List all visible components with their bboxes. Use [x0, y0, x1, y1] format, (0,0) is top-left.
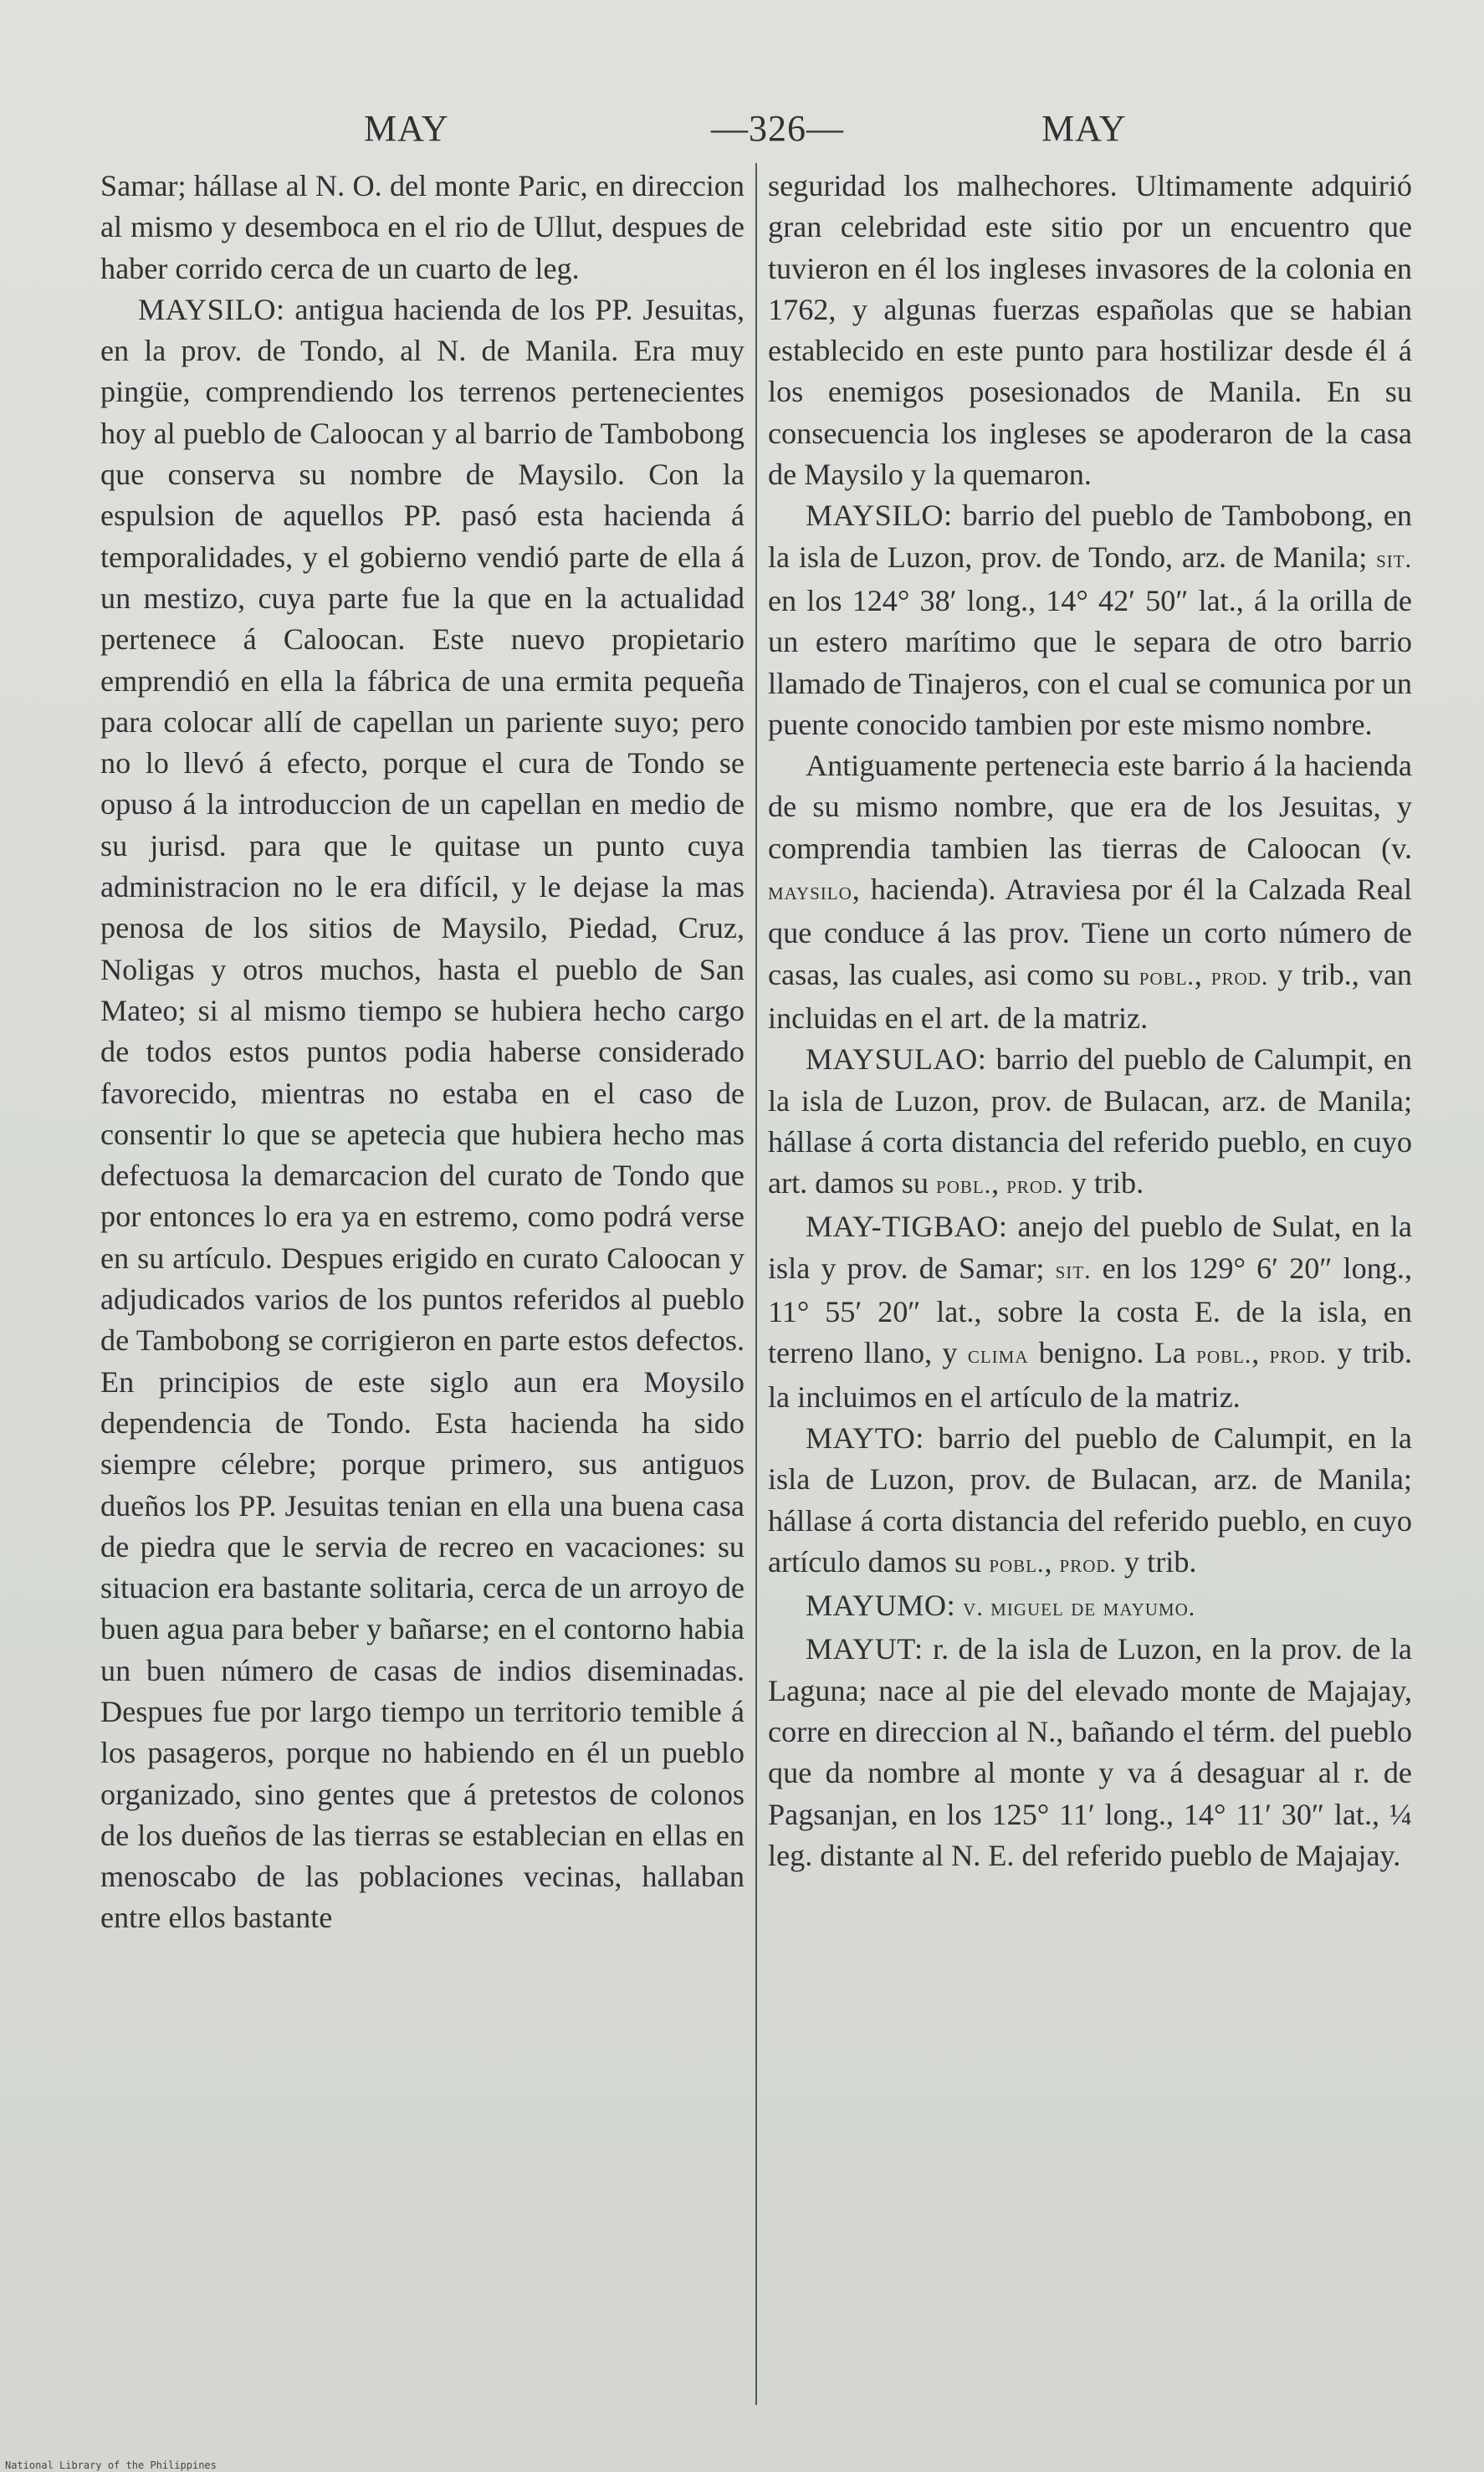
headword: MAYSULAO: [806, 1042, 987, 1077]
entry-maysilo-hacienda [100, 289, 745, 1939]
entry-text: , [991, 1166, 1007, 1200]
entry-mayto [768, 1418, 1412, 1585]
header-left-word: MAY [364, 108, 449, 149]
abbrev: pobl. [1139, 963, 1195, 990]
entry-text: barrio del pueblo de Tambobong, en la isla de Luzon, prov. de Tondo, arz. de Manila; [768, 499, 1412, 574]
header-right-word: MAY [1041, 108, 1127, 149]
library-credit: National Library of the Philippines [5, 2459, 217, 2471]
entry-may-tigbao [768, 1206, 1412, 1417]
cross-reference: maysilo [768, 878, 852, 906]
entry-text: barrio del pueblo de Calumpit, en la isla de Luzon, prov. de Bulacan, arz. de Manila; hállase á corta distancia del referido pueblo, en cuyo art. damos su [768, 1042, 1412, 1200]
entry-text: r. de la isla de Luzon, en la prov. de la Laguna; nace al pie del elevado monte de Majajay, corre en direccion al N., bañando el térm. del pueblo que da nombre al monte y va á desaguar al r. de Pagsanjan, en los 125° 11′ long., 14° 11′ 30″ lat., ¼ leg. distante al N. E. del referido pueblo de Majajay. [768, 1632, 1412, 1872]
abbrev: prod. [1269, 1342, 1328, 1369]
abbrev: pobl. [1196, 1342, 1252, 1369]
entry-text: en los 129° 6′ 20″ long., 11° 55′ 20″ lat., sobre la costa E. de la isla, en terreno llano, y [768, 1251, 1412, 1370]
entry-mayumo [768, 1585, 1412, 1629]
right-column [768, 166, 1412, 1876]
entry-text: y trib. [1063, 1166, 1144, 1200]
paragraph-antiguamente [768, 745, 1412, 1039]
abbrev: prod. [1210, 963, 1269, 990]
entry-text: , hacienda). Atraviesa por él la Calzada Real que conduce á las prov. Tiene un corto número de casas, las cuales, asi como su [768, 873, 1412, 991]
abbrev: sit. [1376, 545, 1412, 573]
entry-text: antigua hacienda de los PP. Jesuitas, en la prov. de Tondo, al N. de Manila. Era muy pingüe, comprendiendo los terrenos pertenecientes hoy al pueblo de Caloocan y al barrio de Tambobong que conserva su nombre de Maysilo. Con la espulsion de aquellos PP. pasó esta hacienda á temporalidades, y el gobierno vendió parte de ella á un mestizo, cuya parte fue la que en la actualidad pertenece á Caloocan. Este nuevo propietario emprendió en ella la fábrica de una ermita pequeña para colocar allí de capellan un pariente suyo; pero no lo llevó á efecto, porque el cura de Tondo se opuso á la introduccion de un capellan en medio de su jurisd. para que le quitase un punto cuya administracion no le era difícil, y le dejase la mas penosa de los sitios de Maysilo, Piedad, Cruz, Noligas y otros muchos, hasta el pueblo de San Mateo; si al mismo tiempo se hubiera hecho cargo de todos estos puntos podia haberse considerado favorecido, mientras no estaba en el caso de consentir lo que se apetecia que hubiera hecho mas defectuosa la demarcacion del curato de Tondo que por entonces lo era ya en estremo, como podrá verse en su artículo. Despues erigido en curato Caloocan y adjudicados varios de los puntos referidos al pueblo de Tambobong se corrigieron en parte estos defectos. En principios de este siglo aun era Moysilo dependencia de Tondo. Esta hacienda ha sido siempre célebre; porque primero, sus antiguos dueños los PP. Jesuitas tenian en ella una buena casa de piedra que le servia de recreo en vacaciones: su situacion era bastante solitaria, cerca de un arroyo de buen agua para beber y bañarse; en el contorno habia un buen número de casas de indios diseminadas. Despues fue por largo tiempo un territorio temible á los pasageros, porque no habiendo en él un pueblo organizado, sino gentes que á pretestos de colonos de los dueños de las tierras se establecian en ellas en menoscabo de las poblaciones vecinas, hallaban entre ellos bastante [100, 292, 745, 1935]
entry-mayut [768, 1629, 1412, 1876]
headword: MAYUMO: [806, 1589, 956, 1623]
entry-text: y trib. [1116, 1544, 1197, 1579]
entry-text: anejo del pueblo de Sulat, en la isla y prov. de Samar; [768, 1210, 1412, 1285]
entry-text: benigno. La [1028, 1336, 1197, 1370]
entry-text: , [1251, 1336, 1270, 1370]
entry-text: barrio del pueblo de Calumpit, en la isla de Luzon, prov. de Bulacan, arz. de Manila; hállase á corta distancia del referido pueblo, en cuyo artículo damos su [768, 1420, 1412, 1579]
entry-text: , [1194, 957, 1211, 991]
entry-text [955, 1589, 963, 1622]
running-header [0, 107, 1484, 157]
paragraph-maysilo-continuation: seguridad los malhechores. Ultimamente adquirió gran celebridad este sitio por un encuentro que tuvieron en él los ingleses invasores de la colonia en 1762, y algunas fuerzas españolas que se habian establecido en este punto para hostilizar desde él á los enemigos posesionados de Manila. En su consecuencia los ingleses se apoderaron de la casa de Maysilo y la quemaron. [768, 169, 1412, 492]
entry-text: y trib., van incluidas en el art. de la matriz. [768, 957, 1412, 1035]
page-number: —326— [711, 108, 844, 149]
entry-text: y trib. la incluimos en el artículo de la matriz. [768, 1336, 1413, 1414]
left-column [100, 166, 745, 1939]
headword: MAYTO: [806, 1420, 924, 1455]
headword: MAY-TIGBAO: [806, 1210, 1008, 1244]
abbrev: pobl. [936, 1172, 992, 1200]
entry-text: Antiguamente pertenecia este barrio á la hacienda de su mismo nombre, que era de los Jesuitas, y comprendia tambien las tierras de Caloocan (v. [768, 749, 1412, 865]
headword: MAYSILO: [138, 292, 285, 326]
entry-text: en los 124° 38′ long., 14° 42′ 50″ lat., á la orilla de un estero marítimo que le separa de otro barrio llamado de Tinajeros, con el cual se comunica por un puente conocido tambien por este mismo nombre. [768, 583, 1412, 741]
abbrev: clima [967, 1342, 1029, 1369]
headword: MAYUT: [806, 1632, 924, 1666]
paragraph-samar-continuation: Samar; hállase al N. O. del monte Paric, en direccion al mismo y desemboca en el rio de Ullut, despues de haber corrido cerca de un cuarto de leg. [100, 169, 745, 285]
entry-text: , [1044, 1544, 1060, 1579]
abbrev: prod. [1006, 1172, 1064, 1200]
column-divider [755, 163, 757, 2405]
abbrev: prod. [1059, 1550, 1117, 1578]
abbrev: sit. [1055, 1256, 1092, 1284]
abbrev: pobl. [989, 1550, 1045, 1578]
cross-reference: v. miguel de mayumo. [963, 1594, 1196, 1622]
entry-maysulao [768, 1039, 1412, 1206]
headword: MAYSILO: [806, 499, 953, 533]
entry-maysilo-barrio [768, 495, 1412, 745]
